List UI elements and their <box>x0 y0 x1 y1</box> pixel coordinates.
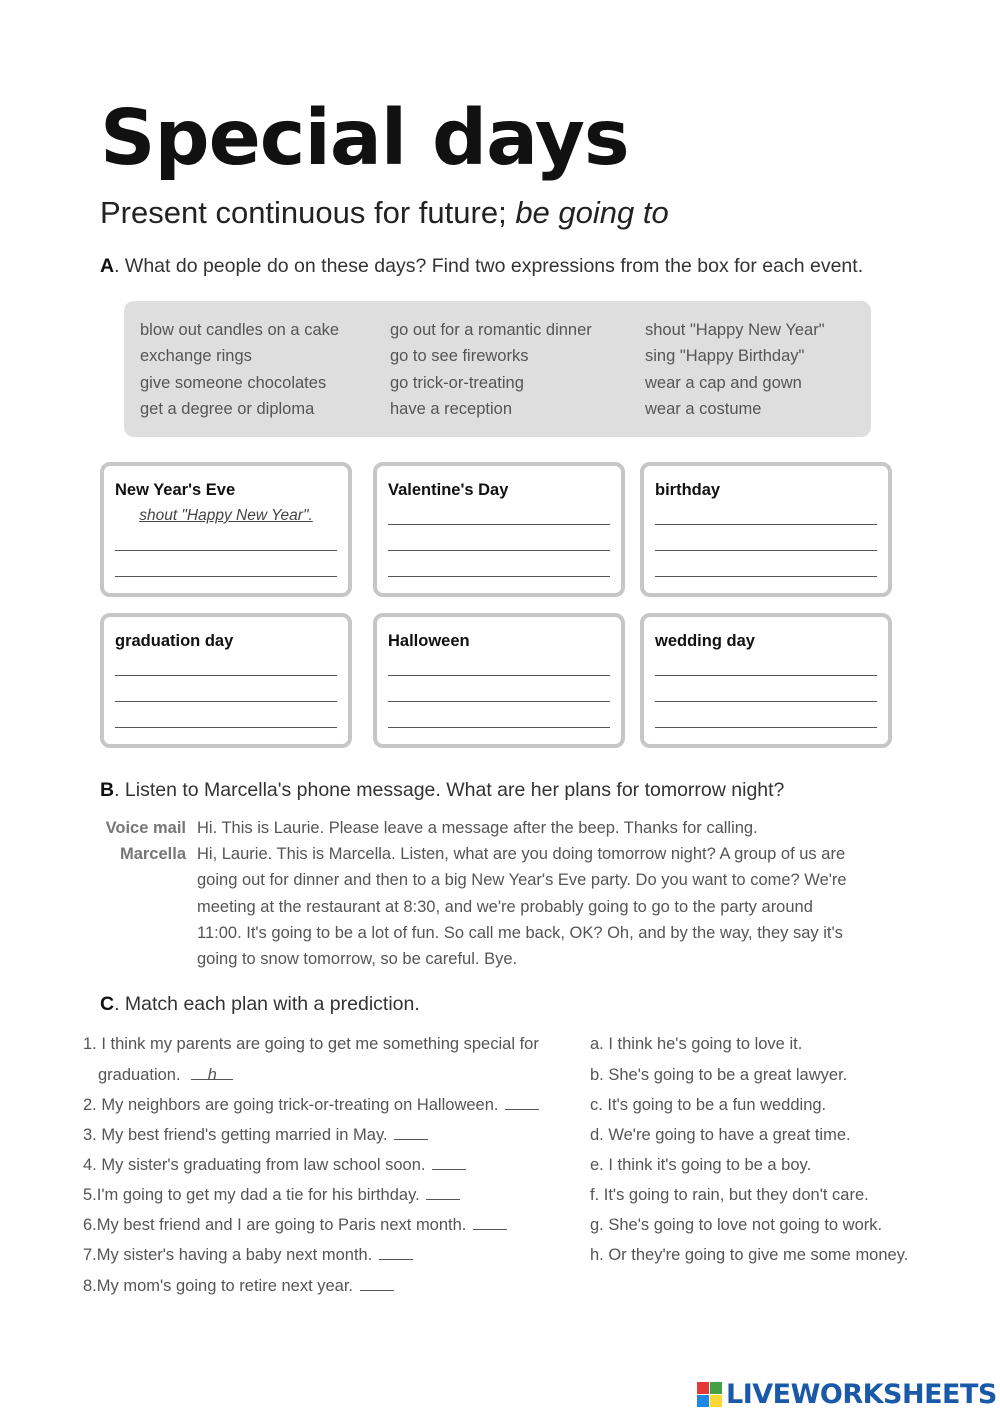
plan-text: I'm going to get my dad a tie for his birthday. <box>96 1186 420 1204</box>
event-box-birthday <box>640 462 892 597</box>
prediction-e: e. I think it's going to be a boy. <box>590 1156 812 1174</box>
prediction-f: f. It's going to rain, but they don't care. <box>590 1186 869 1204</box>
logo-square <box>710 1395 722 1407</box>
answer-line[interactable] <box>115 576 337 577</box>
worksheet-title: Special days <box>100 94 629 183</box>
section-c-letter: C <box>100 993 115 1015</box>
event-box-halloween <box>373 613 625 748</box>
plan-text: My best friend and I are going to Paris next month. <box>96 1216 467 1234</box>
event-box-wedding-day <box>640 613 892 748</box>
plan-number: 3. <box>83 1126 97 1144</box>
answer-blank[interactable] <box>360 1276 394 1291</box>
section-b-instruction: . Listen to Marcella's phone message. What are her plans for tomorrow night? <box>114 779 785 801</box>
event-title: Halloween <box>388 632 470 650</box>
section-c-heading <box>100 993 420 1016</box>
liveworksheets-logo[interactable] <box>697 1378 997 1410</box>
prediction-c: c. It's going to be a fun wedding. <box>590 1096 827 1114</box>
expression: get a degree or diploma <box>140 399 315 418</box>
plan-item-4 <box>83 1155 466 1175</box>
plan-item-1 <box>83 1034 539 1054</box>
answer-line[interactable] <box>388 576 610 577</box>
expression: wear a costume <box>645 399 762 418</box>
answer-line[interactable] <box>655 675 877 676</box>
prediction-a: a. I think he's going to love it. <box>590 1035 803 1053</box>
event-title: New Year's Eve <box>115 481 236 499</box>
expression: have a reception <box>390 399 513 418</box>
plan-item-8 <box>83 1276 394 1296</box>
logo-text: LIVEWORKSHEETS <box>726 1378 997 1410</box>
plan-text: My best friend's getting married in May. <box>101 1126 388 1144</box>
event-box-new-years-eve <box>100 462 352 597</box>
event-title: Valentine's Day <box>388 481 509 499</box>
answer-blank[interactable] <box>379 1245 413 1260</box>
expression-box <box>124 301 871 437</box>
answer-blank[interactable] <box>426 1185 460 1200</box>
section-a-heading <box>100 255 863 278</box>
event-box-valentines-day <box>373 462 625 597</box>
event-box-graduation-day <box>100 613 352 748</box>
plan-text: I think my parents are going to get me something special for <box>101 1035 539 1053</box>
expression-column-1 <box>140 317 339 422</box>
event-title: wedding day <box>655 632 755 650</box>
speaker-label: Voice mail <box>105 819 186 837</box>
answer-line[interactable] <box>115 550 337 551</box>
message-line: meeting at the restaurant at 8:30, and we're probably going to go to the party around <box>197 897 813 916</box>
plan-text: My neighbors are going trick-or-treating on Halloween. <box>101 1096 499 1114</box>
section-a-letter: A <box>100 255 115 277</box>
section-b-letter: B <box>100 779 115 801</box>
plan-number: 4. <box>83 1156 97 1174</box>
answer-line[interactable] <box>388 727 610 728</box>
message-line: going out for dinner and then to a big New Year's Eve party. Do you want to come? We're <box>197 871 847 890</box>
expression-column-3 <box>645 317 825 422</box>
plan-item-2 <box>83 1095 539 1115</box>
expression: give someone chocolates <box>140 373 327 392</box>
answer-line[interactable] <box>115 727 337 728</box>
expression: wear a cap and gown <box>645 373 802 392</box>
message-line: going to snow tomorrow, so be careful. Bye. <box>197 950 518 969</box>
expression: shout "Happy New Year" <box>645 321 825 339</box>
plan-item-7 <box>83 1245 413 1265</box>
expression: go to see fireworks <box>390 347 529 366</box>
answer-line[interactable] <box>388 524 610 525</box>
logo-mark-icon <box>697 1382 722 1407</box>
answer-line[interactable] <box>115 701 337 702</box>
prediction-b: b. She's going to be a great lawyer. <box>590 1066 848 1084</box>
plan-number: 2. <box>83 1096 97 1114</box>
answer-blank[interactable] <box>473 1215 507 1230</box>
worksheet-subtitle <box>100 197 669 228</box>
message-line: 11:00. It's going to be a lot of fun. So call me back, OK? Oh, and by the way, they say it's <box>197 923 843 942</box>
answer-line[interactable] <box>655 550 877 551</box>
plan-text: My sister's graduating from law school soon. <box>101 1156 426 1174</box>
answer-line[interactable] <box>388 701 610 702</box>
section-b-heading <box>100 779 784 802</box>
answer-line[interactable] <box>388 550 610 551</box>
subtitle-main: Present continuous for future; <box>100 195 507 230</box>
answer-line[interactable] <box>655 576 877 577</box>
expression: go out for a romantic dinner <box>390 321 592 339</box>
prediction-d: d. We're going to have a great time. <box>590 1126 851 1144</box>
plan-item-3 <box>83 1125 428 1145</box>
subtitle-italic: be going to <box>515 195 669 230</box>
answer-line[interactable] <box>388 675 610 676</box>
logo-square <box>710 1382 722 1394</box>
answer-line[interactable] <box>655 727 877 728</box>
expression: go trick-or-treating <box>390 373 524 392</box>
example-answer: shout "Happy New Year". <box>139 507 313 524</box>
speaker-label: Marcella <box>119 845 186 863</box>
plan-item-5 <box>83 1185 460 1205</box>
plan-number: 5. <box>83 1186 97 1204</box>
message-line: Hi, Laurie. This is Marcella. Listen, what are you doing tomorrow night? A group of us are <box>197 845 846 863</box>
prediction-h: h. Or they're going to give me some money. <box>590 1246 909 1264</box>
event-title: graduation day <box>115 632 234 650</box>
answer-line[interactable] <box>655 701 877 702</box>
plan-text: My mom's going to retire next year. <box>96 1277 354 1295</box>
plan-item-6 <box>83 1215 507 1235</box>
plan-text: My sister's having a baby next month. <box>96 1246 373 1264</box>
answer-value: h <box>207 1066 217 1084</box>
expression: sing "Happy Birthday" <box>645 347 805 366</box>
prediction-g: g. She's going to love not going to work. <box>590 1216 883 1234</box>
section-a-instruction: . What do people do on these days? Find two expressions from the box for each event. <box>114 255 864 277</box>
answer-line[interactable] <box>655 524 877 525</box>
plan-item-1-cont <box>98 1065 233 1085</box>
answer-blank[interactable] <box>191 1065 233 1084</box>
answer-blank[interactable] <box>394 1125 428 1140</box>
plan-number: 1. <box>83 1035 97 1053</box>
expression: blow out candles on a cake <box>140 321 340 339</box>
answer-blank[interactable] <box>505 1095 539 1110</box>
message-line: Hi. This is Laurie. Please leave a message after the beep. Thanks for calling. <box>197 819 758 837</box>
logo-square <box>697 1395 709 1407</box>
logo-square <box>697 1382 709 1394</box>
plan-number: 6. <box>83 1216 97 1234</box>
plan-number: 8. <box>83 1277 97 1295</box>
expression-column-2 <box>390 317 592 422</box>
event-title: birthday <box>655 481 721 499</box>
section-c-instruction: . Match each plan with a prediction. <box>114 993 420 1015</box>
answer-blank[interactable] <box>432 1155 466 1170</box>
plan-number: 7. <box>83 1246 97 1264</box>
plan-text: graduation. <box>98 1066 181 1084</box>
answer-line[interactable] <box>115 675 337 676</box>
expression: exchange rings <box>140 347 252 366</box>
